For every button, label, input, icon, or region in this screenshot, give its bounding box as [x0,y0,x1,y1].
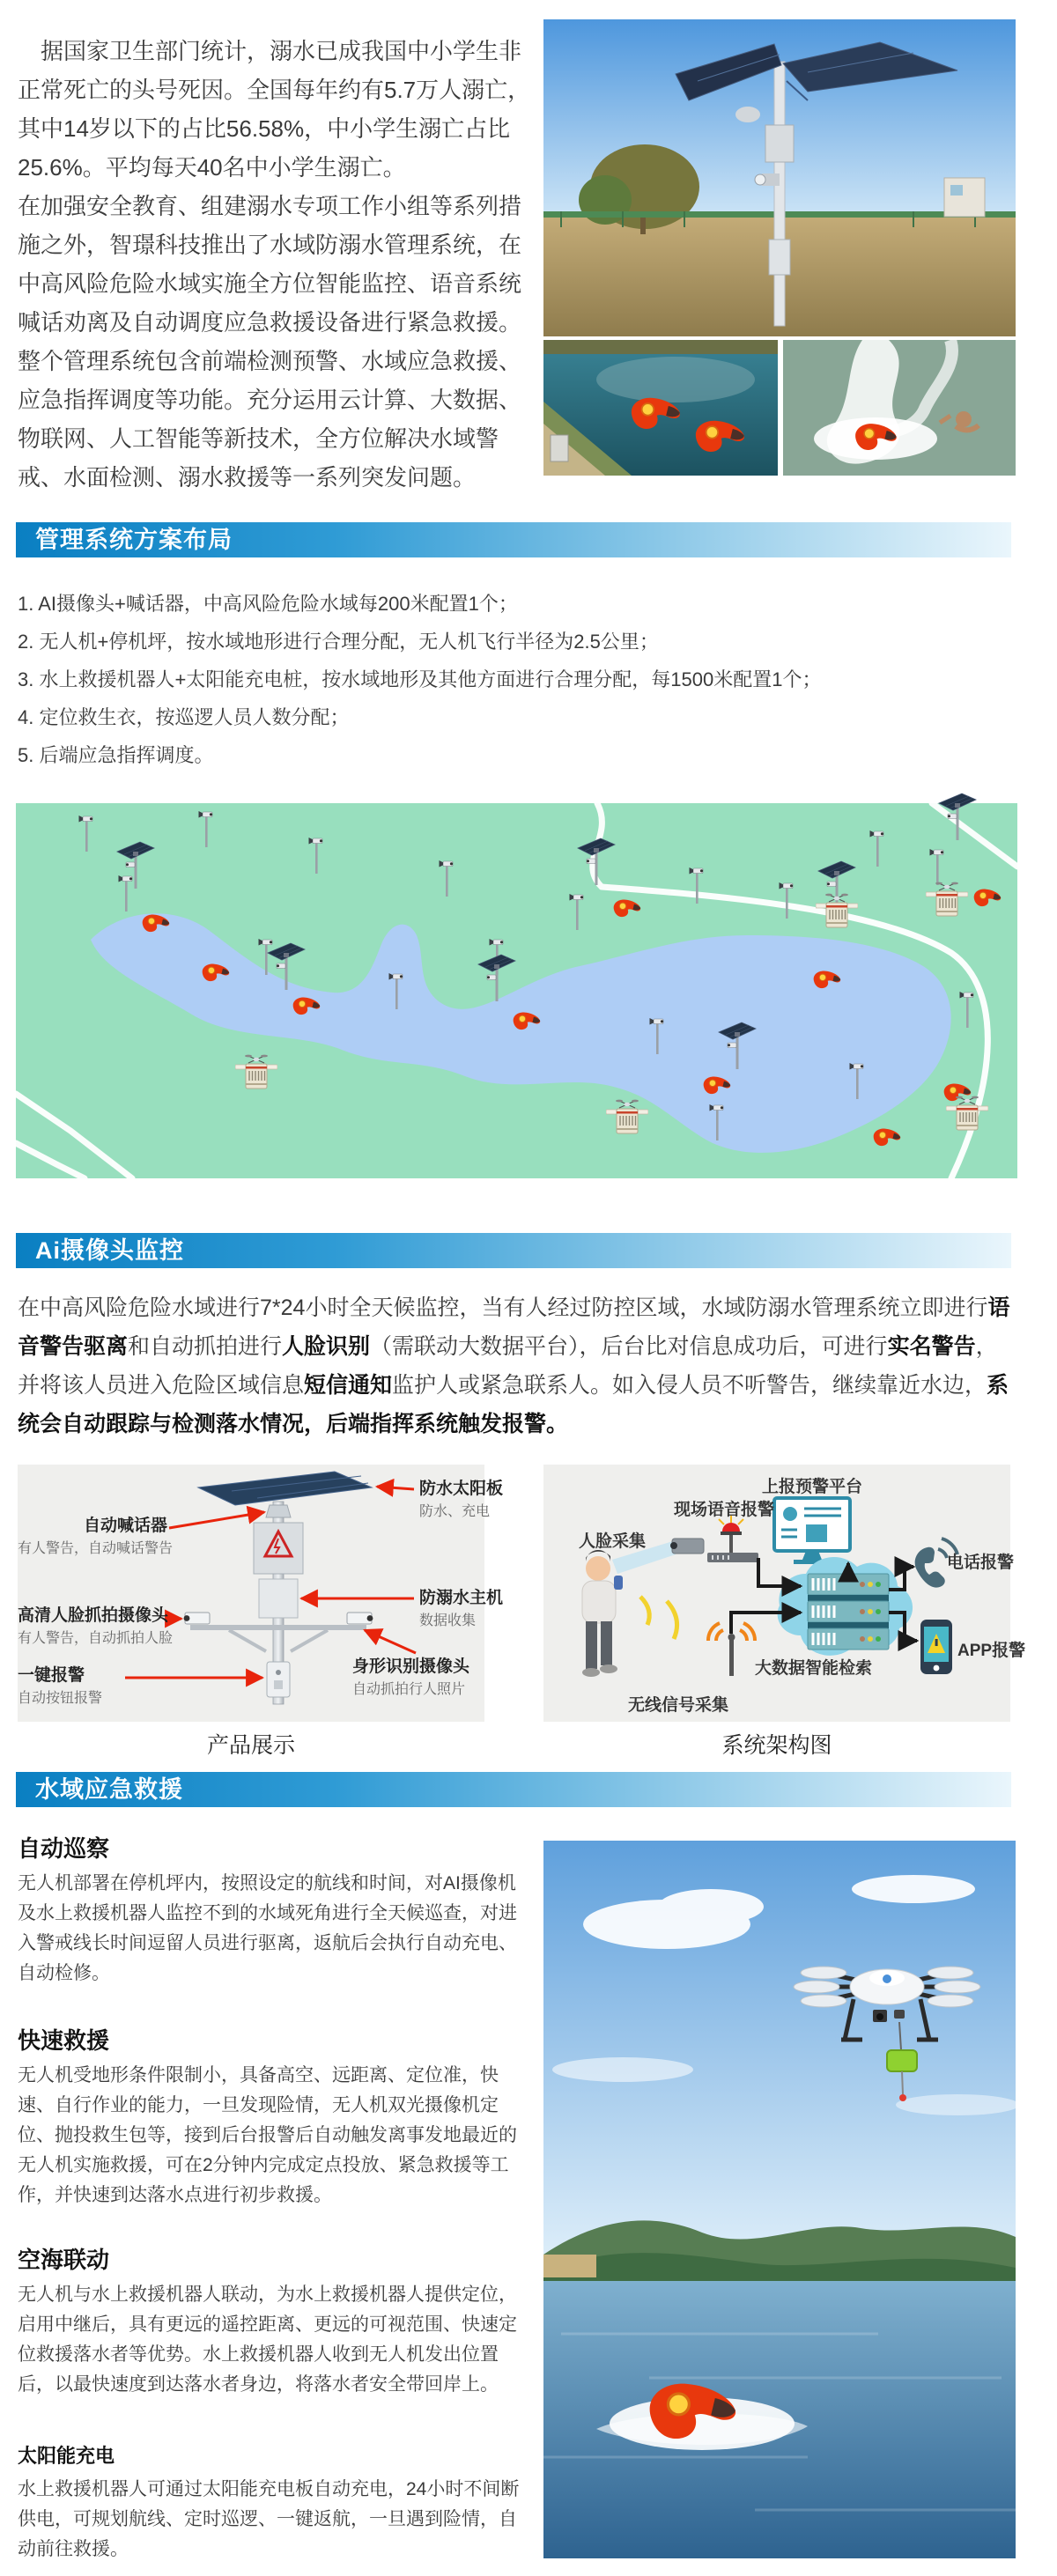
ai-text: （需联动大数据平台），后台比对信息成功后，可进行 [370,1334,888,1359]
rescue-boat-icon [291,995,322,1016]
intro-paragraph-1: 据国家卫生部门统计，溺水已成我国中小学生非正常死亡的头号死因。全国每年约有5.7万人溺亡，其中14岁以下的占比56.58%，中小学生溺亡占比25.6%。平均每天40名中小学生溺亡。 [18,38,531,181]
ai-text-bold: 实名警告 [887,1334,976,1359]
solar-station-icon [115,839,156,889]
map-marker-solar [717,1020,758,1074]
rescue-subsection-title: 空海联动 [18,2247,110,2273]
solar-station-icon [266,941,307,990]
rescue-boat-icon [811,969,843,990]
photo-monitoring-pole [543,19,1016,336]
label-report-platform: 上报预警平台 [762,1478,863,1496]
camera-pole-icon [848,1062,866,1099]
rescue-subsection [18,2445,532,2565]
camera-pole-icon [778,882,795,919]
rescue-subsection [18,1835,532,1989]
label-host-unit: 防溺水主机 [419,1589,504,1607]
solar-station-icon [937,791,978,840]
map-marker-camera [568,893,586,934]
label-body-camera: 身形识别摄像头 [352,1657,470,1676]
map-marker-station [946,1096,988,1137]
plan-item: 2. 无人机+停机坪，按水域地形进行合理分配，无人机飞行半径为2.5公里； [18,631,659,653]
camera-pole-icon [307,837,325,874]
map-marker-station [235,1054,277,1096]
label-face-camera: 高清人脸抓拍摄像头 [18,1606,169,1625]
rescue-subsection-title: 自动巡察 [18,1835,110,1862]
label-one-key-alarm: 一键报警 [18,1666,85,1685]
camera-pole-icon [869,830,886,867]
map-marker-boat [611,897,643,923]
section-title-ai-camera: Ai摄像头监控 [35,1237,184,1264]
rescue-subsection-title: 快速救援 [18,2027,110,2054]
rescue-boat-icon [140,912,172,934]
product-caption: 产品展示 [206,1733,295,1758]
ai-text: ，并将该人员进入危险区域信息 [18,1334,998,1398]
label-body-camera-sub: 自动抓拍行人照片 [352,1682,466,1697]
section-bar-ai-camera [16,1233,1011,1268]
rescue-boat-icon [200,962,232,983]
map-marker-boat [291,995,322,1021]
plan-list [18,585,995,774]
map-marker-camera [708,1103,726,1145]
label-one-key-alarm-sub: 自动按钮报警 [18,1691,103,1706]
rescue-subsection-text: 无人机部署在停机坪内，按照设定的航线和时间，对AI摄像机及水上救援机器人监控不到的水域死角进行全天候巡查，对进入警戒线长时间逗留人员进行驱离，返航后会执行自动充电、自动检修。 [18,1873,517,1983]
product-diagram [18,1465,504,1722]
map-marker-camera [778,882,795,923]
camera-pole-icon [648,1017,666,1054]
solar-station-icon [576,836,617,885]
architecture-caption: 系统架构图 [721,1733,832,1758]
rescue-boat-icon [972,887,1003,908]
camera-pole-icon [78,815,95,852]
section-title-rescue: 水域应急救援 [35,1776,183,1803]
map-marker-boat [811,969,843,994]
rescue-boat-icon [871,1126,903,1148]
map-marker-camera [869,830,886,871]
architecture-diagram [543,1465,1026,1722]
photo-swimmer-rescue [783,340,1016,476]
ai-text: 在中高风险危险水域进行7*24小时全天候监控，当有人经过防控区域，水域防溺水管理系统立即进行 [18,1295,988,1320]
swimmer-rescue-scene [783,340,1016,476]
plan-item: 5. 后端应急指挥调度。 [18,744,214,766]
solar-station-icon [717,1020,758,1069]
drone-station-icon [606,1099,648,1136]
drone-lake-scene [543,1841,1016,2558]
camera-pole-icon [197,810,215,847]
ai-text-bold: 语音警告驱离 [18,1295,1010,1359]
section-bar-plan [16,522,1011,557]
map-marker-solar [115,839,156,893]
label-host-unit-sub: 数据收集 [419,1613,477,1628]
map-marker-camera [197,810,215,852]
map-marker-boat [871,1126,903,1152]
deployment-map [16,803,1017,1178]
ai-text-bold: 系统会自动跟踪与检测落水情况，后端指挥系统触发报警。 [18,1373,1009,1436]
ai-text: 监护人或紧急联系人。如入侵人员不听警告，继续靠近水边， [392,1373,987,1398]
intro-text [18,32,532,497]
label-face-camera-sub: 有人警告，自动抓拍人脸 [18,1631,174,1646]
map-marker-solar [266,941,307,994]
ai-text-bold: 人脸识别 [282,1334,371,1359]
label-solar-panel: 防水太阳板 [419,1480,504,1498]
camera-pole-icon [928,848,946,885]
monitoring-pole-scene [543,19,1016,336]
drone-station-icon [926,882,968,919]
plan-item: 3. 水上救援机器人+太阳能充电桩，按水域地形及其他方面进行合理分配，每1500米配置1个； [18,668,822,690]
map-marker-station [926,882,968,923]
intro-paragraph-2: 在加强安全教育、组建溺水专项工作小组等系列措施之外，智璟科技推出了水域防溺水管理系统，在中高风险危险水域实施全方位智能监控、语音系统喊话劝离及自动调度应急救援设备进行紧急救援。整个管理系统包含前端检测预警、水域应急救援、应急指挥调度等功能。充分运用云计算、大数据、物联网、人工智能等新技术，全方位解决水域警戒、水面检测、溺水救援等一系列突发问题。 [18,193,522,491]
map-marker-layer [16,803,1017,1178]
plan-item: 1. AI摄像头+喊话器，中高风险危险水域每200米配置1个； [18,593,518,615]
section-title-plan: 管理系统方案布局 [35,527,233,553]
label-face-capture: 人脸采集 [579,1532,647,1551]
map-marker-camera [848,1062,866,1103]
label-wireless-capture: 无线信号采集 [628,1696,729,1715]
label-solar-panel-sub: 防水、充电 [419,1504,491,1519]
rescue-subsection [18,2027,532,2211]
map-marker-boat [200,962,232,987]
label-auto-speaker-sub: 有人警告，自动喊话警告 [18,1541,174,1556]
map-marker-camera [307,837,325,878]
map-marker-camera [648,1017,666,1059]
label-phone-alarm: 电话报警 [947,1554,1015,1572]
rescue-boats-scene [543,340,778,476]
label-auto-speaker: 自动喊话器 [83,1517,167,1535]
rescue-subsection [18,2247,532,2400]
rescue-subsection-text: 无人机受地形条件限制小，具备高空、远距离、定位准，快速、自行作业的能力，一旦发现险情，无人机双光摄像机定位、抛投救生包等，接到后台报警后自动触发离事发地最近的无人机实施救援，可在2分钟内完成定点投放、紧急救援等工作，并快速到达落水点进行初步救援。 [18,2065,517,2205]
map-marker-solar [576,836,617,889]
camera-pole-icon [438,860,455,897]
section-bar-rescue [16,1772,1011,1807]
map-marker-station [816,893,858,934]
solar-station-icon [477,952,517,1001]
rescue-subsection-title: 太阳能充电 [18,2445,115,2467]
map-marker-station [606,1099,648,1140]
camera-pole-icon [568,893,586,930]
drone-station-icon [816,893,858,930]
map-marker-boat [140,912,172,938]
rescue-subsection-text: 无人机与水上救援机器人联动，为水上救援机器人提供定位，启用中继后，具有更远的遥控距离、更远的可视范围、快速定位救援落水者等优势。水上救援机器人收到无人机发出位置后，以最快速度到达落水者身边，将落水者安全带回岸上。 [18,2284,517,2395]
drone-station-icon [235,1054,277,1091]
ai-paragraph [18,1288,1015,1443]
rescue-boat-icon [511,1010,543,1031]
map-marker-solar [937,791,978,845]
map-marker-solar [477,952,517,1006]
map-marker-camera [438,860,455,901]
label-onsite-voice-alarm: 现场语音报警 [674,1501,775,1519]
architecture-drawing [543,1465,1010,1722]
ai-text-bold: 短信通知 [304,1373,393,1398]
camera-pole-icon [688,867,706,904]
rescue-boat-icon [701,1074,733,1096]
map-marker-camera [688,867,706,908]
camera-pole-icon [388,972,405,1009]
map-marker-camera [958,991,976,1032]
camera-pole-icon [958,991,976,1028]
plan-item: 4. 定位救生衣，按巡逻人员人数分配； [18,706,350,728]
map-marker-boat [511,1010,543,1036]
rescue-boat-icon [611,897,643,919]
map-marker-camera [388,972,405,1014]
photo-rescue-boats [543,340,778,476]
rescue-subsection-text: 水上救援机器人可通过太阳能充电板自动充电，24小时不间断供电，可规划航线、定时巡逻、一键返航，一旦遇到险情，自动前往救援。 [18,2479,520,2559]
photo-drone-lake [543,1841,1016,2558]
map-marker-boat [972,887,1003,912]
ai-text: 和自动抓拍进行 [128,1334,283,1359]
camera-pole-icon [708,1103,726,1140]
map-marker-camera [78,815,95,856]
drone-station-icon [946,1096,988,1133]
map-marker-boat [701,1074,733,1100]
label-bigdata-search: 大数据智能检索 [755,1659,873,1678]
label-app-alarm: APP报警 [957,1642,1026,1660]
